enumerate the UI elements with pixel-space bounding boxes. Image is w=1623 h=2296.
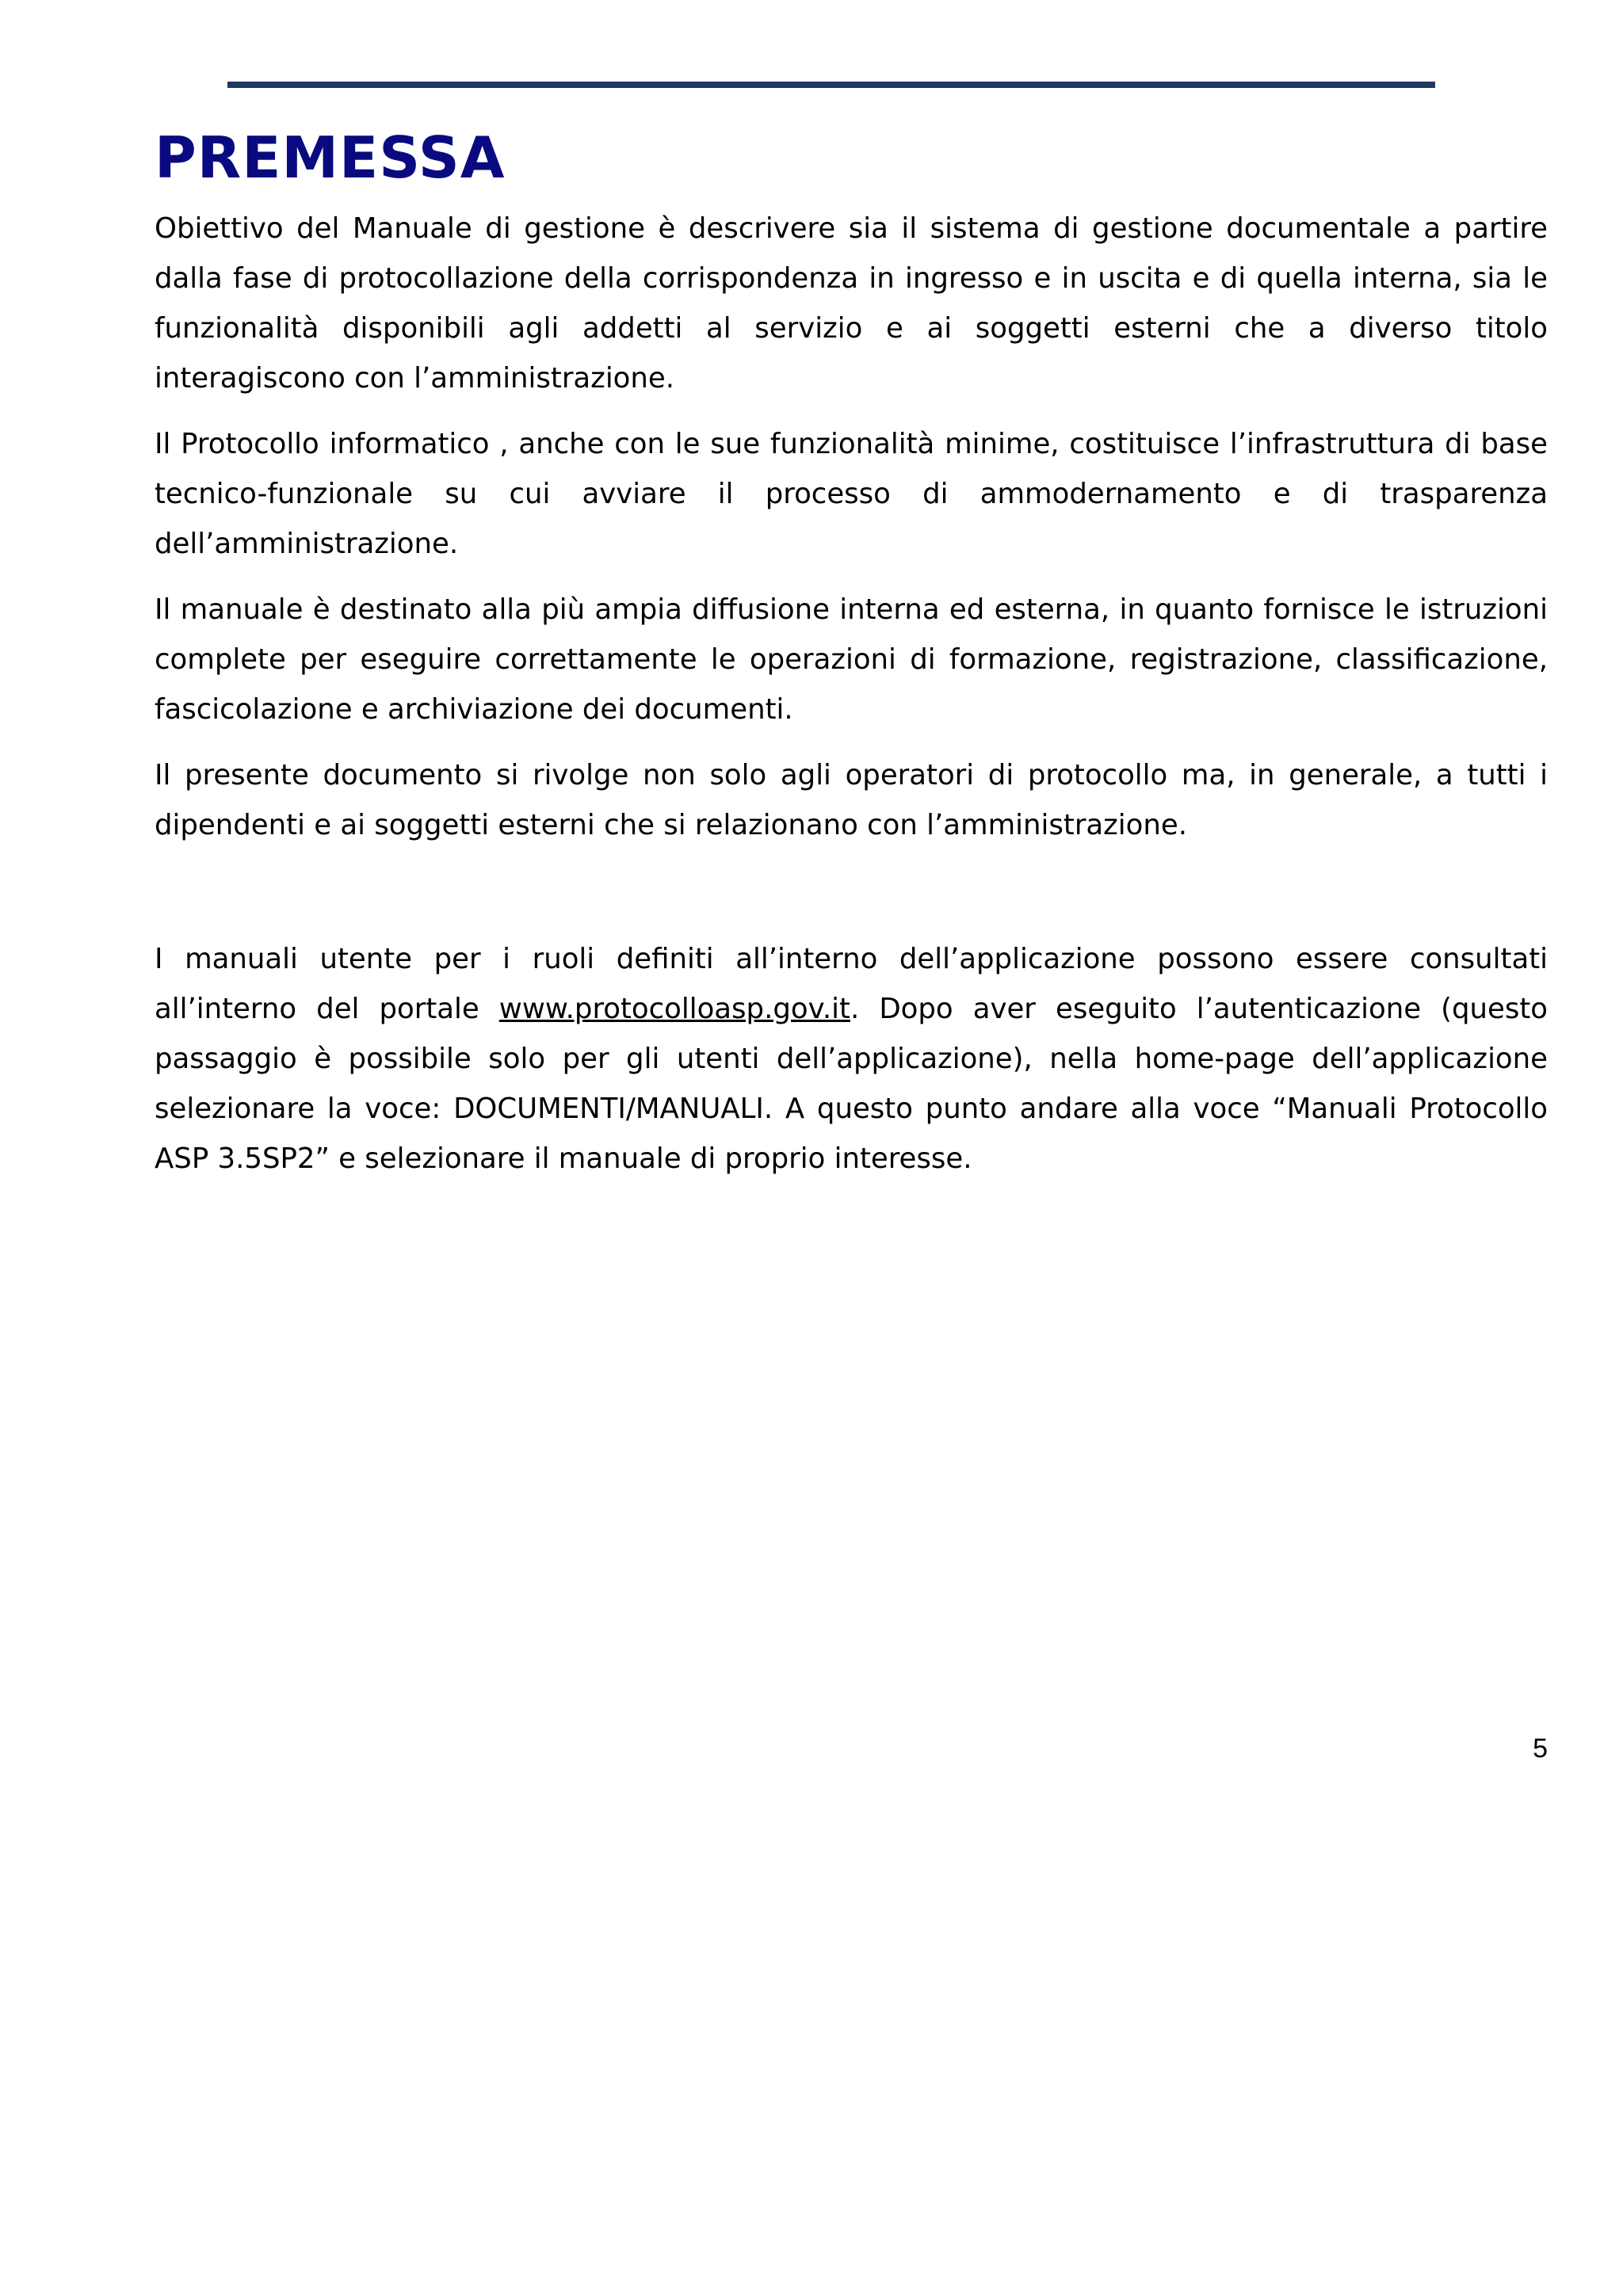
header-rule [227, 82, 1435, 88]
manuals-text-before: I manuali utente per i ruoli definiti all’interno dell’applicazione possono essere consultati all’interno del portale [155, 943, 1548, 1025]
manuals-text-after: . Dopo aver eseguito l’autenticazione (questo passaggio è possibile solo per gli utenti dell’applicazione), nella home-page dell’applicazione selezionare la voce: DOCUMENTI/MANUALI. A questo punto andare alla voce “Manuali Protocollo ASP 3.5SP2” e selezionare il manuale di proprio interesse. [155, 993, 1548, 1175]
portal-link[interactable]: www.protocolloasp.gov.it [498, 993, 850, 1025]
paragraph-protocol: Il Protocollo informatico , anche con le sue funzionalità minime, costituisce l’infrastruttura di base tecnico-funzionale su cui avviare il processo di ammodernamento e di trasparenza dell’amministrazione. [155, 428, 1548, 560]
paragraph-objective: Obiettivo del Manuale di gestione è descrivere sia il sistema di gestione documentale a partire dalla fase di protocollazione della corrispondenza in ingresso e in uscita e di quella interna, sia le funzionalità disponibili agli addetti al servizio e ai soggetti esterni che a diverso titolo interagiscono con l’amministrazione. [155, 212, 1548, 395]
paragraph-audience: Il presente documento si rivolge non solo agli operatori di protocollo ma, in generale, a tutti i dipendenti e ai soggetti esterni che si relazionano con l’amministrazione. [155, 759, 1548, 841]
page-title: PREMESSA [155, 124, 506, 191]
paragraph-distribution: Il manuale è destinato alla più ampia diffusione interna ed esterna, in quanto fornisce le istruzioni complete per eseguire correttamente le operazioni di formazione, registrazione, classificazione, fascicolazione e archiviazione dei documenti. [155, 593, 1548, 726]
page-number: 5 [1533, 1733, 1548, 1764]
document-body [155, 204, 1548, 1199]
paragraph-manuals [155, 934, 1548, 1184]
